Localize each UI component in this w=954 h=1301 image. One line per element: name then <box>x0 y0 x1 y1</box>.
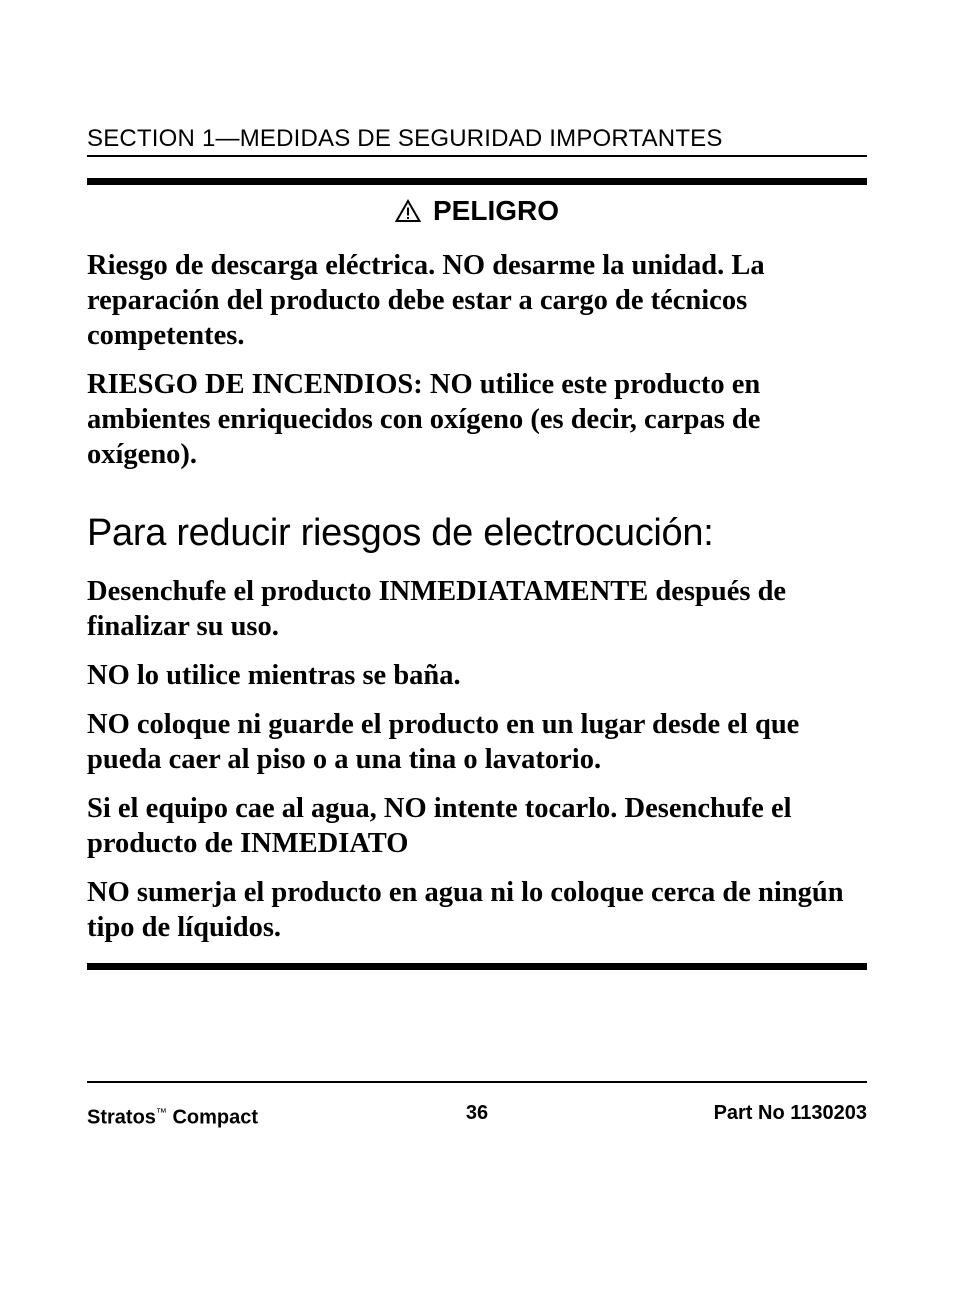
danger-box-bottom-rule <box>87 963 867 970</box>
safety-item-text: NO coloque ni guarde el producto en un lugar desde el que pueda caer al piso o a una tina o lavatorio. <box>87 709 800 775</box>
safety-item <box>87 658 867 693</box>
warning-triangle-icon <box>395 199 421 223</box>
safety-item-text: NO sumerja el producto en agua ni lo coloque cerca de ningún tipo de líquidos. <box>87 877 844 943</box>
safety-item-text: Desenchufe el producto INMEDIATAMENTE después de finalizar su uso. <box>87 576 787 642</box>
footer-part-number: Part No 1130203 <box>713 1102 867 1124</box>
footer-page-number: 36 <box>465 1102 489 1124</box>
product-name: Stratos <box>87 1106 156 1129</box>
safety-item <box>87 791 867 861</box>
safety-item <box>87 875 867 945</box>
danger-title <box>87 193 867 229</box>
safety-item-text: Si el equipo cae al agua, NO intente tocarlo. Desenchufe el producto de INMEDIATO <box>87 793 792 859</box>
safety-item <box>87 574 867 644</box>
product-suffix: Compact <box>166 1106 259 1129</box>
trademark-symbol: ™ <box>155 1107 167 1119</box>
danger-paragraph-text: RIESGO DE INCENDIOS: NO utilice este producto en ambientes enriquecidos con oxígeno (es decir, carpas de oxígeno). <box>87 369 761 470</box>
electrocution-heading: Para reducir riesgos de electrocución: <box>87 512 714 554</box>
danger-paragraph-fire <box>87 367 867 472</box>
danger-paragraph-shock <box>87 248 867 353</box>
header-rule <box>87 155 867 157</box>
danger-box-top-rule <box>87 178 867 185</box>
manual-page <box>87 0 867 1301</box>
safety-item <box>87 707 867 777</box>
danger-paragraph-text: Riesgo de descarga eléctrica. NO desarme la unidad. La reparación del producto debe estar a cargo de técnicos competentes. <box>87 250 765 351</box>
section-header: SECTION 1—MEDIDAS DE SEGURIDAD IMPORTANTES <box>87 125 723 152</box>
safety-item-text: NO lo utilice mientras se baña. <box>87 660 461 691</box>
danger-title-label: PELIGRO <box>432 195 559 226</box>
footer-rule <box>87 1081 867 1083</box>
